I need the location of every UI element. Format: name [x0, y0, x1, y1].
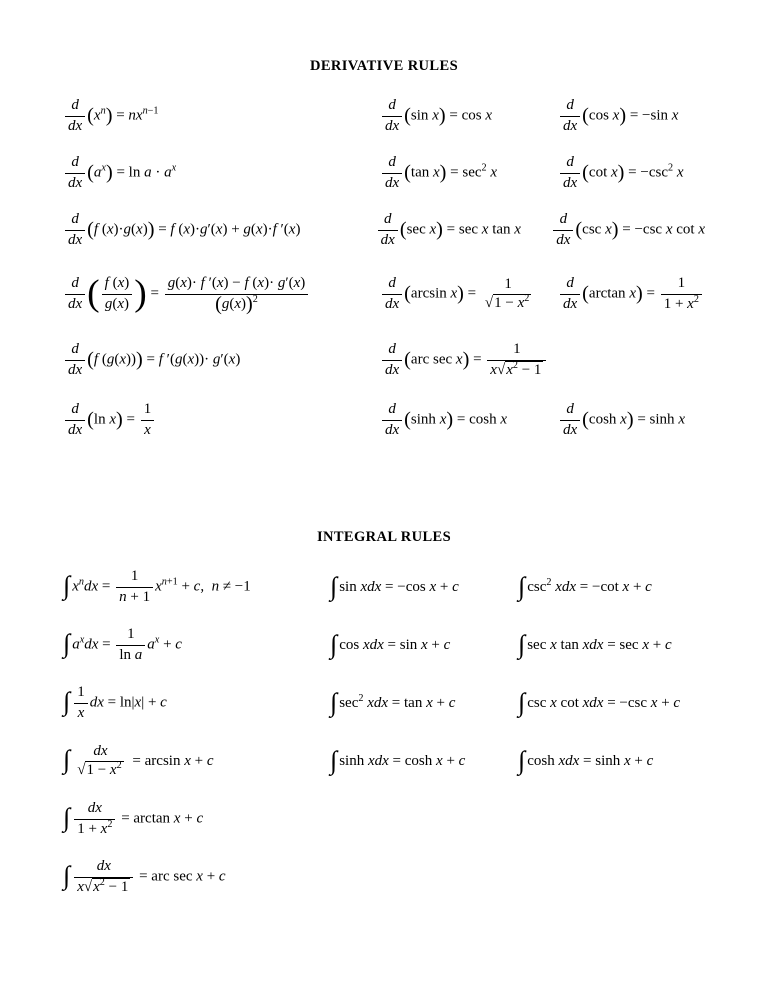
formula-row — [63, 616, 705, 674]
formula-cell — [63, 210, 376, 250]
formula-cell — [63, 274, 380, 314]
formula-cell — [63, 683, 330, 723]
derivative-cos: $\frac{d}{dx}$ (cos x) = −sin x — [558, 96, 678, 136]
integral-csc-squared: ∫ $\csc^2$ xdx = −cot x + c — [518, 571, 652, 601]
integral-sin: ∫ sin xdx = −cos x + c — [330, 571, 459, 601]
formula-cell — [380, 400, 558, 440]
formula-cell — [558, 153, 705, 193]
derivative-arctan: $\frac{d}{dx}$ (arctan x) = $\frac{1}{1 + x^2}$ — [558, 274, 704, 314]
formula-cell — [518, 571, 705, 601]
derivative-chain-rule: $\frac{d}{dx}$ (f (g(x))) = f ′(g(x))· g′(x) — [63, 340, 240, 380]
derivative-arcsin: $\frac{d}{dx}$ (arcsin x) = 1 $√1 - x^2$ — [380, 274, 536, 314]
derivative-tan: $\frac{d}{dx}$ (tan $x) = \sec^2 x$ — [380, 153, 497, 193]
formula-cell — [376, 210, 552, 250]
formula-cell — [63, 567, 330, 607]
formula-cell — [558, 274, 705, 314]
derivative-sec: $\frac{d}{dx}$ (sec x) = sec x tan x — [376, 210, 521, 250]
formula-cell — [518, 687, 705, 717]
integral-cosh: ∫ cosh xdx = sinh x + c — [518, 745, 654, 775]
derivative-formula-grid — [63, 87, 705, 449]
formula-row — [63, 391, 705, 449]
formula-cell — [63, 857, 330, 897]
formula-cell — [380, 153, 558, 193]
integral-rules-section — [63, 529, 705, 906]
formula-cell — [518, 629, 705, 659]
integral-formula-grid — [63, 558, 705, 906]
derivative-sin: $\frac{d}{dx}$ (sin x) = cos x — [380, 96, 492, 136]
formula-cell — [558, 96, 705, 136]
formula-row — [63, 790, 705, 848]
formula-cell — [558, 400, 705, 440]
integral-arcsin: ∫ dx $√1 - x^2$ = arcsin x + c — [63, 742, 214, 778]
derivative-product-rule: $\frac{d}{dx}$ (f (x)·g(x)) = f (x)·g′(x) + g(x)·f ′(x) — [63, 210, 300, 250]
integral-exponential-rule: ∫ $a^xdx$ = $\frac{1}{\text{ln a}}$ $a^x + c$ — [63, 625, 182, 665]
integral-sec-squared: ∫ $\sec^2$ xdx = tan x + c — [330, 687, 456, 717]
formula-row — [63, 558, 705, 616]
formula-row — [63, 201, 705, 259]
formula-row — [63, 848, 705, 906]
formula-cell — [330, 745, 518, 775]
derivative-rules-title: DERIVATIVE RULES — [309, 58, 459, 74]
formula-cell — [330, 629, 518, 659]
derivative-cosh: $\frac{d}{dx}$ (cosh x) = sinh x — [558, 400, 685, 440]
formula-cell — [518, 745, 705, 775]
derivative-cot: $\frac{d}{dx}$ (cot $x) = -\csc^2$ x — [558, 153, 684, 193]
formula-cell — [63, 96, 380, 136]
formula-cell — [551, 210, 705, 250]
integral-power-rule: ∫ $x^ndx$ = $\frac{1}{n + 1}$ $x^{n+1} + c$, n ≠ −1 — [63, 567, 251, 607]
formula-cell — [330, 571, 518, 601]
formula-cell — [63, 153, 380, 193]
formula-cell — [63, 625, 330, 665]
derivative-quotient-rule: $\frac{d}{dx}$ ( $\frac{f (x)}{g(x)}$ ) = $\frac{g(x)\cdot f '(x) - f (x)\cdot g'(x)}{(g(x))^2}$ — [63, 274, 310, 314]
formula-row — [63, 674, 705, 732]
formula-cell — [380, 274, 558, 314]
formula-cell — [63, 799, 330, 839]
integral-cos: ∫ cos xdx = sin x + c — [330, 629, 451, 659]
formula-row — [63, 732, 705, 790]
formula-row — [63, 259, 705, 329]
formula-row — [63, 87, 705, 145]
integral-sec-tan: ∫ sec x tan xdx = sec x + c — [518, 629, 672, 659]
formula-row — [63, 145, 705, 201]
formula-cell — [63, 742, 330, 781]
formula-cell — [380, 340, 558, 380]
derivative-exponential-rule: $\frac{d}{dx}$ $(a^x) = \ln a \cdot a^x$ — [63, 153, 176, 193]
formula-row — [63, 329, 705, 391]
formula-cell — [380, 96, 558, 136]
formula-cell — [63, 340, 380, 380]
integral-rules-title: INTEGRAL RULES — [316, 529, 452, 545]
integral-csc-cot: ∫ csc x cot xdx = −csc x + c — [518, 687, 681, 717]
integral-sinh: ∫ sinh xdx = cosh x + c — [330, 745, 466, 775]
integral-reciprocal: ∫ $\frac{1}{x}$ dx = ln|x| + c — [63, 683, 167, 723]
derivative-csc: $\frac{d}{dx}$ (csc x) = −csc x cot x — [551, 210, 705, 250]
integral-arctan: ∫ $\frac{dx}{1 + x^2}$ = arctan x + c — [63, 799, 203, 839]
derivative-arcsec: $\frac{d}{dx}$ (arc sec x) = $\frac{1}{x√x^2 - 1}$ — [380, 340, 548, 380]
derivative-sinh: $\frac{d}{dx}$ (sinh x) = cosh x — [380, 400, 507, 440]
derivative-ln: $\frac{d}{dx}$ (ln x) = $\frac{1}{x}$ — [63, 400, 156, 440]
derivative-power-rule: $\frac{d}{dx}$ $(x^n) = nx^{n-1}$ — [63, 96, 159, 136]
derivative-rules-section — [63, 58, 705, 449]
integral-arcsec: ∫ $\frac{dx}{x√x^2 - 1}$ = arc sec x + c — [63, 857, 226, 897]
formula-cell — [63, 400, 380, 440]
formula-cell — [330, 687, 518, 717]
